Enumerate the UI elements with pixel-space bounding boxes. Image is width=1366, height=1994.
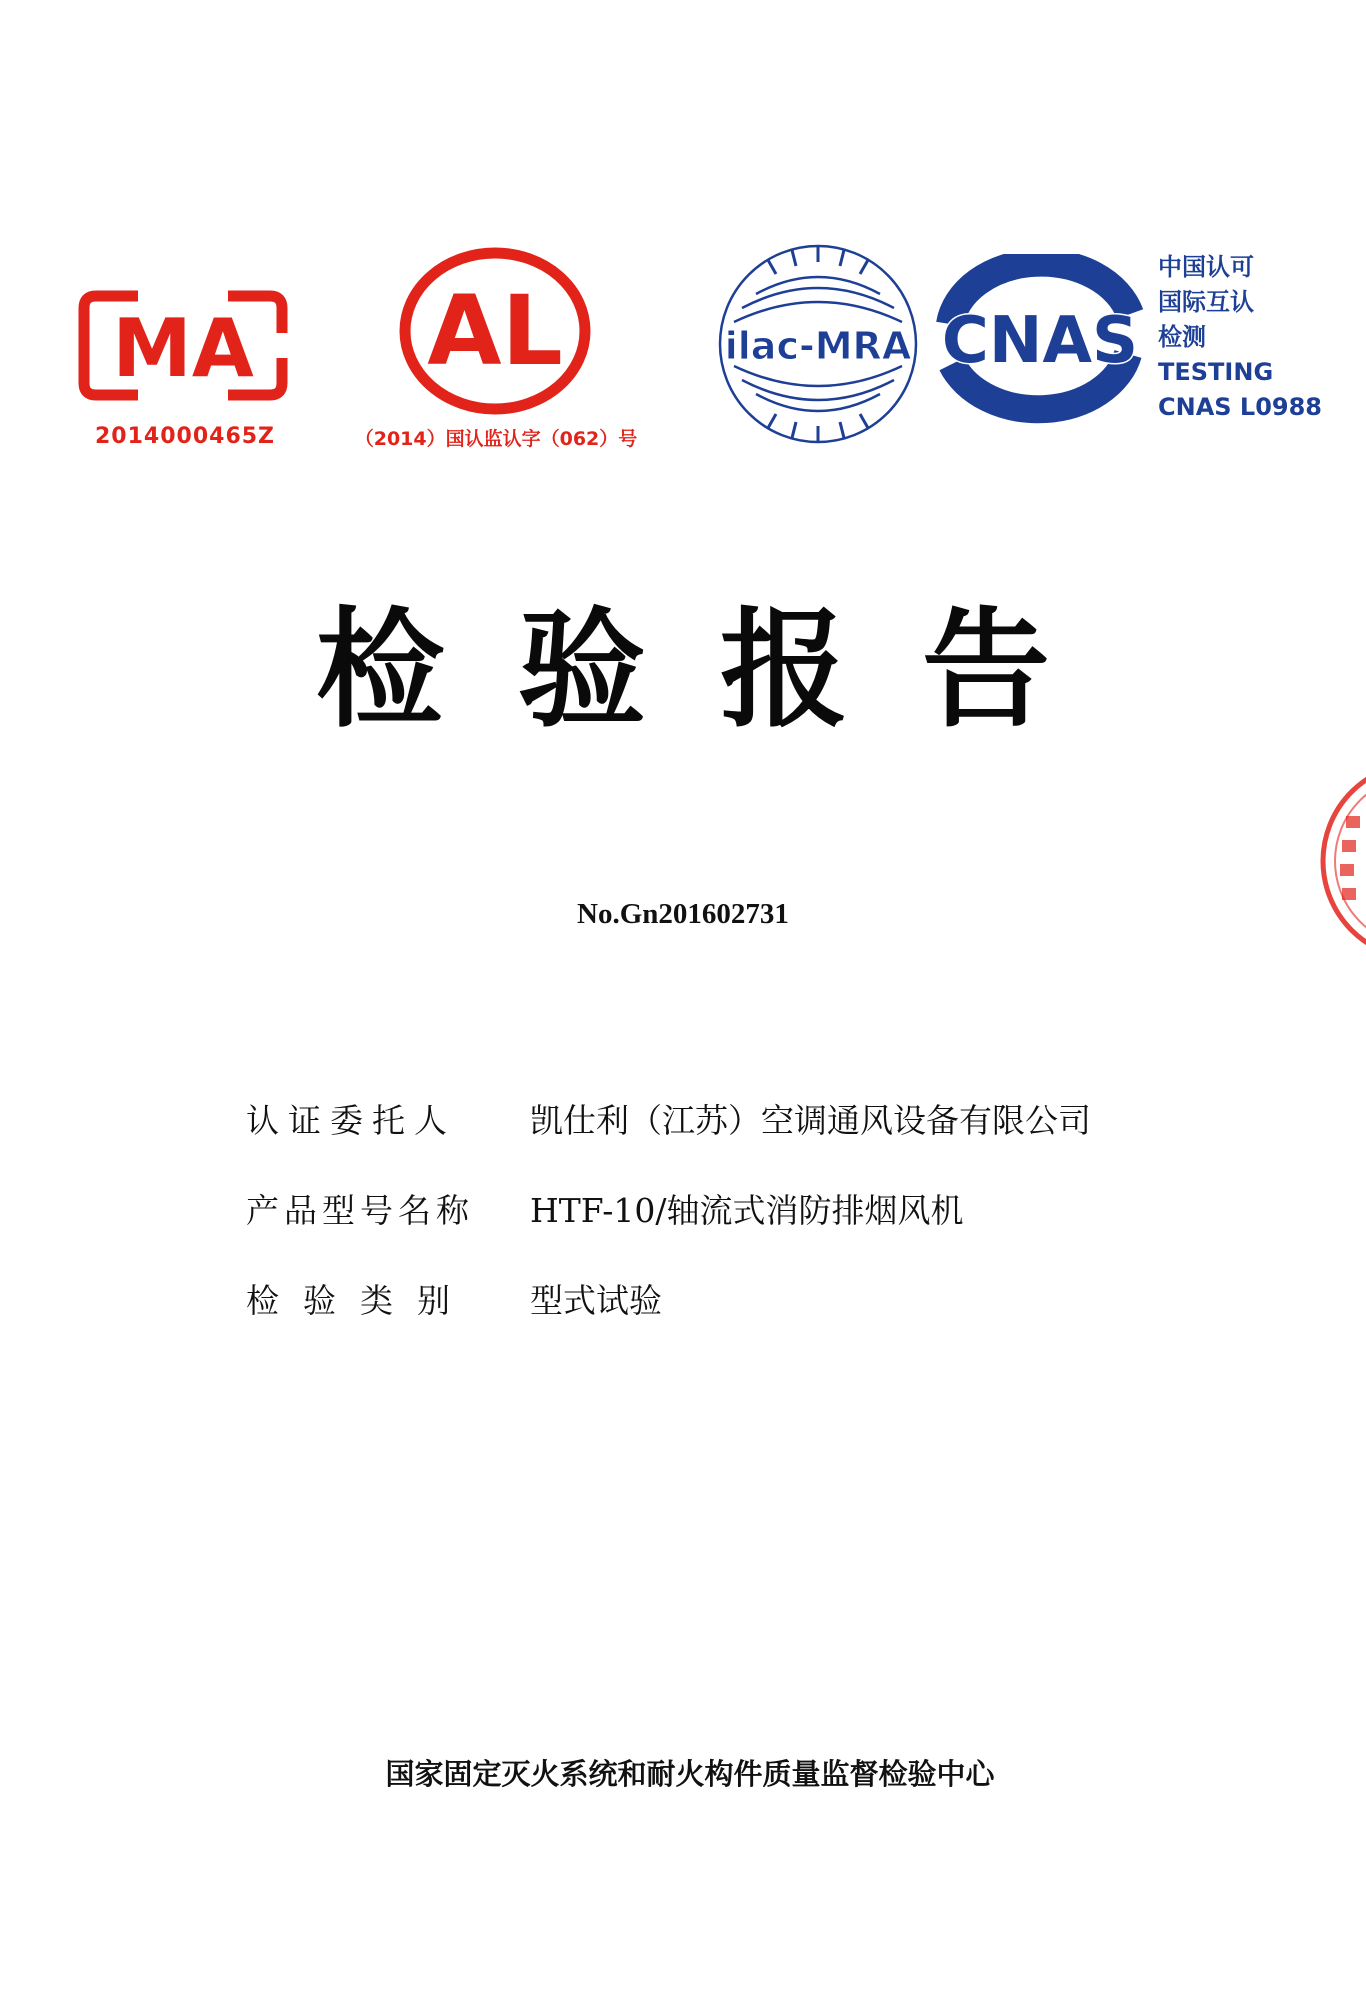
cal-logo: [396, 246, 594, 416]
product-value: HTF-10/轴流式消防排烟风机: [530, 1191, 964, 1230]
cnas-line: 检测: [1158, 323, 1206, 351]
cnas-line: 国际互认: [1158, 288, 1254, 316]
cnas-line: 中国认可: [1158, 253, 1254, 281]
test-type-label: 检验类别: [246, 1281, 474, 1320]
report-number: No.Gn201602731: [577, 898, 789, 930]
client-row: [246, 1095, 1246, 1145]
official-seal: [1316, 756, 1366, 966]
cnas-mark-text: CNAS: [941, 304, 1139, 378]
product-label: 产品型号名称: [246, 1191, 474, 1230]
cma-code: 2014000465Z: [94, 424, 276, 449]
cma-mark-text: MA: [112, 302, 254, 395]
product-row: [246, 1185, 1246, 1235]
test-type-value: 型式试验: [530, 1281, 662, 1320]
test-type-row: [246, 1275, 1246, 1325]
cnas-line: TESTING: [1158, 358, 1274, 386]
issuing-center: 国家固定灭火系统和耐火构件质量监督检验中心: [385, 1757, 995, 1791]
cma-logo: [78, 288, 288, 403]
cnas-accreditation-text: [1158, 250, 1358, 425]
cal-mark-text: AL: [427, 275, 563, 387]
ilac-mra-logo: [712, 238, 924, 450]
cal-code: （2014）国认监认字（062）号: [354, 428, 638, 450]
client-label: 认证委托人: [246, 1101, 456, 1140]
client-value: 凯仕利（江苏）空调通风设备有限公司: [530, 1101, 1091, 1140]
cnas-logo: [930, 254, 1148, 426]
ilac-mark-text: ilac-MRA: [724, 324, 912, 368]
cnas-line: CNAS L0988: [1158, 393, 1323, 421]
page-title: 检验报告: [315, 596, 1124, 745]
